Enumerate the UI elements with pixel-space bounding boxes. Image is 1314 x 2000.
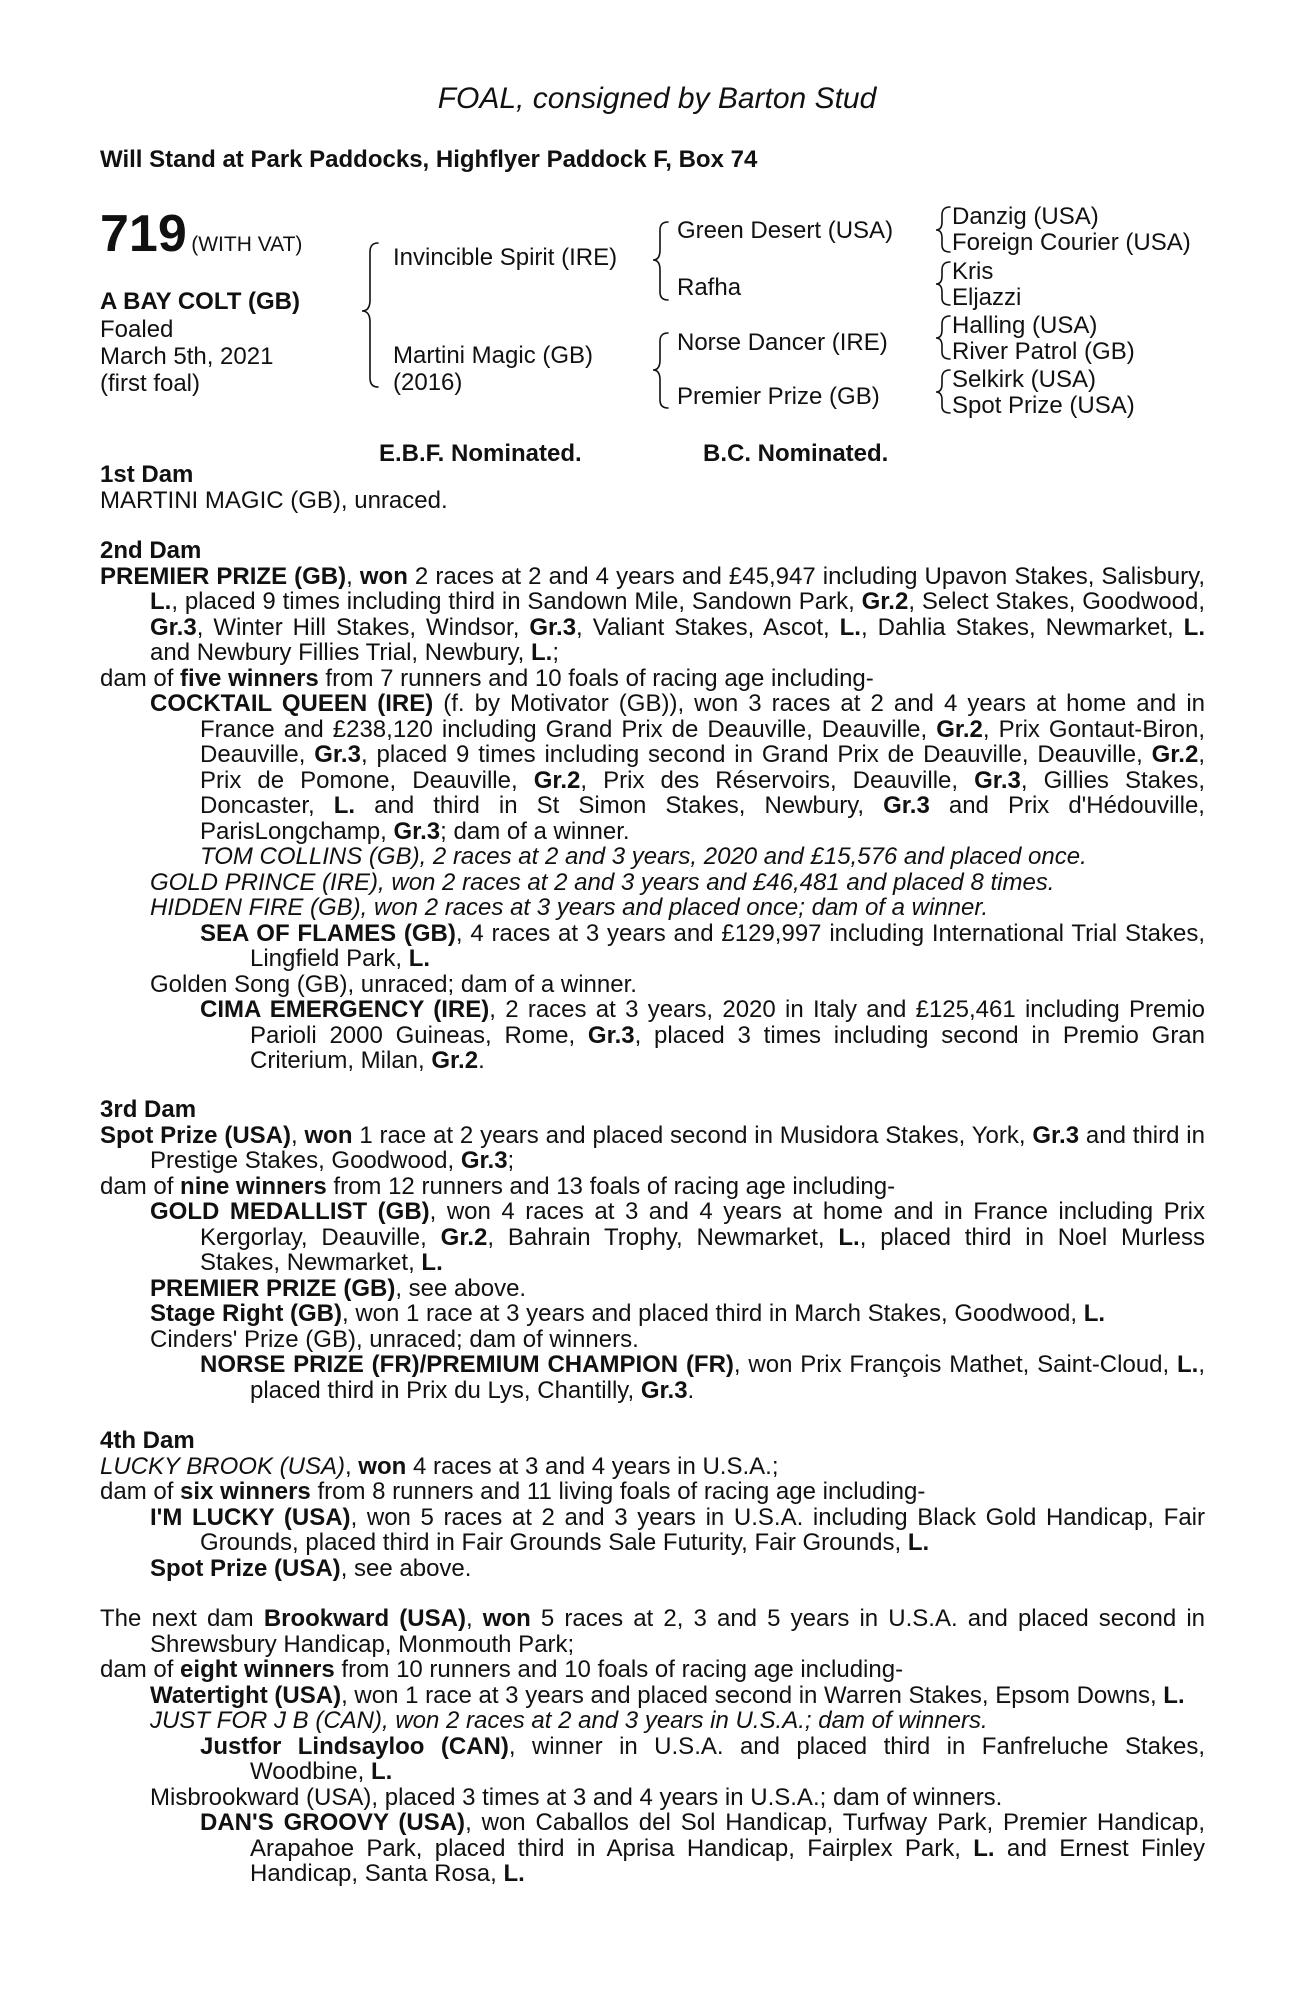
vat-note: (WITH VAT) xyxy=(191,233,303,256)
next-produce-misbrookward: Misbrookward (USA), placed 3 times at 3 and 4 years in U.S.A.; dam of winners. xyxy=(150,1783,1003,1811)
next-produce-just-for-jb: JUST FOR J B (CAN), won 2 races at 2 and 3 years in U.S.A.; dam of winners. xyxy=(150,1707,988,1734)
dam2-horse-name: PREMIER PRIZE (GB) xyxy=(100,562,347,590)
next-dam-produce-summary: dam of eight winners from 10 runners and 10 foals of racing age including- xyxy=(100,1656,904,1683)
dam2-produce-golden-song: Golden Song (GB), unraced; dam of a winner. xyxy=(150,970,637,998)
dam3-record: Spot Prize (USA), won 1 race at 2 years and placed second in Musidora Stakes, York, Gr.3 and third in Prestige Stakes, Goodwood, Gr.3; xyxy=(100,1121,1205,1174)
dam2-produce-summary: dam of five winners from 7 runners and 10 foals of racing age including- xyxy=(100,664,874,692)
dam3-produce-stage-right: Stage Right (GB), won 1 race at 3 years and placed third in March Stakes, Goodwood, L. xyxy=(150,1300,1106,1327)
pedigree-g5: Halling (USA) xyxy=(952,312,1098,339)
pedigree-sire-sire: Green Desert (USA) xyxy=(677,217,894,244)
dam2-produce-gold-prince: GOLD PRINCE (IRE), won 2 races at 2 and 3 years and £46,481 and placed 8 times. xyxy=(150,868,1055,896)
ebf-nomination: E.B.F. Nominated. xyxy=(379,440,582,467)
heading-4th-dam: 4th Dam xyxy=(100,1427,195,1454)
pedigree-dam-year: (2016) xyxy=(393,369,463,396)
dam3-produce-premier-prize: PREMIER PRIZE (GB), see above. xyxy=(150,1274,527,1302)
dam4-record: LUCKY BROOK (USA), won 4 races at 3 and 4 years in U.S.A.; xyxy=(100,1452,779,1480)
pedigree-g4: Eljazzi xyxy=(952,284,1022,311)
brace-g3 xyxy=(936,316,950,359)
next-produce-dans-groovy: DAN'S GROOVY (USA), won Caballos del Sol Handicap, Turfway Park, Premier Handicap, Arapahoe Park, placed third in Aprisa Handicap, Fairplex Park, L. and Ernest Finley Handicap, Santa Rosa, L. xyxy=(200,1809,1206,1887)
brace-dam xyxy=(653,333,668,408)
dam3-produce-cinders-prize: Cinders' Prize (GB), unraced; dam of winners. xyxy=(150,1325,639,1353)
section-1st-dam xyxy=(100,462,1205,513)
pedigree-g3: Kris xyxy=(952,258,994,285)
pedigree-g2: Foreign Courier (USA) xyxy=(952,229,1191,256)
dam4-produce-spot-prize: Spot Prize (USA), see above. xyxy=(150,1554,472,1582)
dam1-text: MARTINI MAGIC (GB), unraced. xyxy=(100,486,448,514)
section-4th-dam xyxy=(100,1428,1205,1581)
foaled-label: Foaled xyxy=(100,316,174,343)
dam2-produce-sea-of-flames: SEA OF FLAMES (GB), 4 races at 3 years and £129,997 including International Trial Stakes, Lingfield Park, L. xyxy=(200,919,1206,972)
pedigree-sire-dam: Rafha xyxy=(677,274,742,301)
next-produce-watertight: Watertight (USA), won 1 race at 3 years and placed second in Warren Stakes, Epsom Downs, L. xyxy=(150,1681,1185,1709)
section-next-dam xyxy=(100,1606,1205,1887)
dam2-produce-cocktail-queen: COCKTAIL QUEEN (IRE) (f. by Motivator (GB)), won 3 races at 2 and 4 years at home and in France and £238,120 including Grand Prix de Deauville, Deauville, Gr.2, Prix Gontaut-Biron, Deauville, Gr.3, placed 9 times including second in Grand Prix de Deauville, Deauville, Gr.2, Prix de Pomone, Deauville, Gr.2, Prix des Réservoirs, Deauville, Gr.3, Gillies Stakes, Doncaster, L. and third in St Simon Stakes, Newbury, Gr.3 and Prix d'Hédouville, ParisLongchamp, Gr.3; dam of a winner. xyxy=(150,690,1206,845)
dam2-produce-hidden-fire: HIDDEN FIRE (GB), won 2 races at 3 years and placed once; dam of a winner. xyxy=(150,894,989,921)
pedigree-sire: Invincible Spirit (IRE) xyxy=(393,244,618,271)
brace-g2 xyxy=(936,262,950,305)
bc-nomination: B.C. Nominated. xyxy=(703,440,889,467)
dam2-record: PREMIER PRIZE (GB), won 2 races at 2 and 4 years and £45,947 including Upavon Stakes, Salisbury, L., placed 9 times including third in Sandown Mile, Sandown Park, Gr.2, Select Stakes, Goodwood, Gr.3, Winter Hill Stakes, Windsor, Gr.3, Valiant Stakes, Ascot, L., Dahlia Stakes, Newmarket, L. and Newbury Fillies Trial, Newbury, L.; xyxy=(100,562,1206,666)
section-2nd-dam xyxy=(100,538,1205,1074)
foal-note: (first foal) xyxy=(100,370,201,397)
pedigree-braces xyxy=(0,0,1314,440)
lot-number: 719 xyxy=(100,205,187,263)
brace-generation-1 xyxy=(362,243,378,387)
dam4-produce-im-lucky: I'M LUCKY (USA), won 5 races at 2 and 3 years in U.S.A. including Black Gold Handicap, Fair Grounds, placed third in Fair Grounds Sale Futurity, Fair Grounds, L. xyxy=(150,1503,1206,1556)
dam2-produce-tom-collins: TOM COLLINS (GB), 2 races at 2 and 3 years, 2020 and £15,576 and placed once. xyxy=(200,843,1087,870)
stand-location: Will Stand at Park Paddocks, Highflyer Paddock F, Box 74 xyxy=(100,146,758,173)
dam3-produce-summary: dam of nine winners from 12 runners and 13 foals of racing age including- xyxy=(100,1172,896,1200)
brace-g4 xyxy=(936,370,950,413)
pedigree-g8: Spot Prize (USA) xyxy=(952,392,1135,419)
dam3-produce-norse-prize: NORSE PRIZE (FR)/PREMIUM CHAMPION (FR), won Prix François Mathet, Saint-Cloud, L., placed third in Prix du Lys, Chantilly, Gr.3. xyxy=(200,1351,1206,1404)
pedigree-g7: Selkirk (USA) xyxy=(952,366,1097,393)
next-dam-record: The next dam Brookward (USA), won 5 races at 2, 3 and 5 years in U.S.A. and placed second in Shrewsbury Handicap, Monmouth Park; xyxy=(100,1605,1205,1658)
heading-1st-dam: 1st Dam xyxy=(100,461,194,488)
dam3-produce-gold-medallist: GOLD MEDALLIST (GB), won 4 races at 3 and 4 years at home and in France including Prix Kergorlay, Deauville, Gr.2, Bahrain Trophy, Newmarket, L., placed third in Noel Murless Stakes, Newmarket, L. xyxy=(150,1198,1205,1276)
pedigree-dam-dam: Premier Prize (GB) xyxy=(677,383,880,410)
brace-g1 xyxy=(936,207,950,252)
page-title: FOAL, consigned by Barton Stud xyxy=(437,82,877,115)
pedigree-dam-sire: Norse Dancer (IRE) xyxy=(677,329,888,356)
lot-name: A BAY COLT (GB) xyxy=(100,288,301,315)
next-produce-justfor-lindsayloo: Justfor Lindsayloo (CAN), winner in U.S.A. and placed third in Fanfreluche Stakes, Woodbine, L. xyxy=(200,1732,1205,1785)
dam4-produce-summary: dam of six winners from 8 runners and 11 living foals of racing age including- xyxy=(100,1478,926,1505)
pedigree-g1: Danzig (USA) xyxy=(952,203,1099,230)
brace-sire xyxy=(653,222,668,300)
pedigree-dam: Martini Magic (GB) xyxy=(393,342,594,369)
heading-3rd-dam: 3rd Dam xyxy=(100,1096,197,1123)
foaled-date: March 5th, 2021 xyxy=(100,343,274,370)
dam2-produce-cima-emergency: CIMA EMERGENCY (IRE), 2 races at 3 years, 2020 in Italy and £125,461 including Premio Parioli 2000 Guineas, Rome, Gr.3, placed 3 times including second in Premio Gran Criterium, Milan, Gr.2. xyxy=(200,996,1206,1074)
section-3rd-dam xyxy=(100,1097,1205,1403)
pedigree-g6: River Patrol (GB) xyxy=(952,338,1135,365)
heading-2nd-dam: 2nd Dam xyxy=(100,537,202,564)
